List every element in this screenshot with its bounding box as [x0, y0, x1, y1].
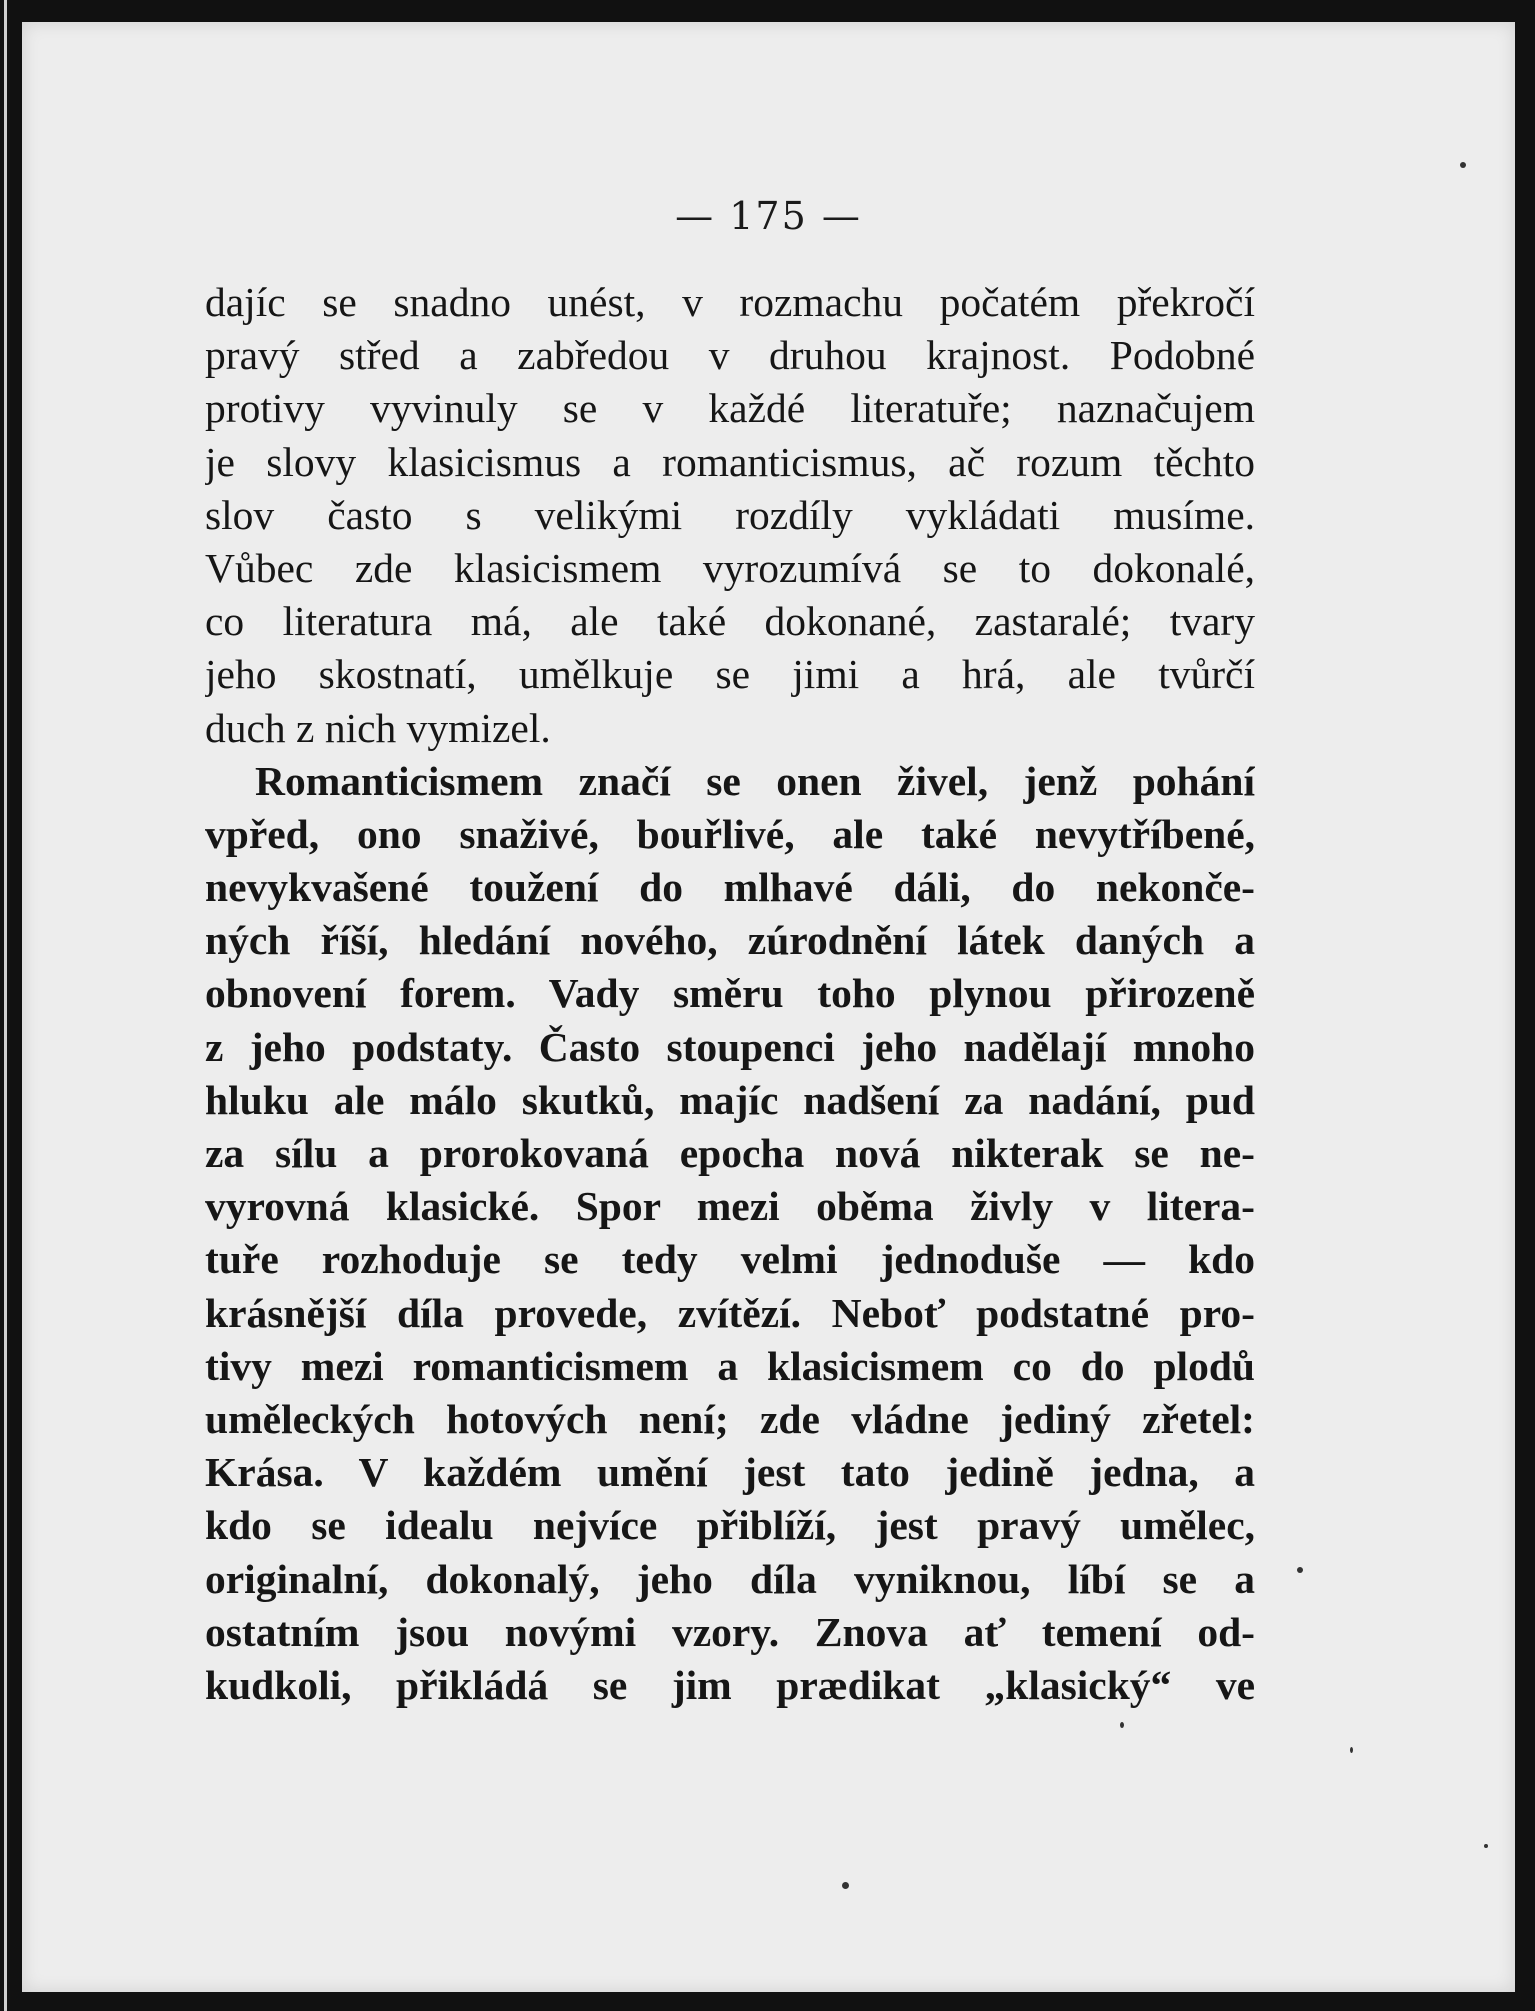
- page-text: [205, 276, 1255, 1712]
- text-line: z jeho podstaty. Často stoupenci jeho nadělají mnoho: [205, 1023, 1255, 1070]
- text-line: duch z nich vymizel.: [205, 704, 551, 751]
- text-line: ostatním jsou novými vzory. Znova ať temení od-: [205, 1608, 1255, 1655]
- text-line: kdo se idealu nejvíce přiblíží, jest pravý umělec,: [205, 1502, 1255, 1549]
- text-line: originalní, dokonalý, jeho díla vyniknou, líbí se a: [205, 1555, 1255, 1602]
- text-line: ných říší, hledání nového, zúrodnění látek daných a: [205, 917, 1255, 964]
- text-line: nevykvašené toužení do mlhavé dáli, do nekonče-: [205, 864, 1255, 911]
- scan-speck: [1120, 1722, 1124, 1728]
- text-line: je slovy klasicismus a romanticismus, ač rozum těchto: [205, 438, 1255, 485]
- page-number: — 175 —: [675, 194, 862, 238]
- text-line: uměleckých hotových není; zde vládne jediný zřetel:: [205, 1395, 1255, 1442]
- text-line: co literatura má, ale také dokonané, zastaralé; tvary: [205, 598, 1255, 645]
- text-line: Vůbec zde klasicismem vyrozumívá se to dokonalé,: [205, 544, 1255, 591]
- scan-speck: [842, 1882, 849, 1889]
- text-line: vpřed, ono snaživé, bouřlivé, ale také nevytříbené,: [205, 810, 1255, 857]
- text-line: kudkoli, přikládá se jim prædikat „klasický“ ve: [205, 1661, 1255, 1708]
- scan-speck: [1484, 1844, 1488, 1848]
- page-edge-line: [4, 0, 7, 2011]
- paragraph-2: [205, 755, 1255, 1712]
- scan-speck: [1297, 1567, 1303, 1573]
- text-line: dajíc se snadno unést, v rozmachu počatém překročí: [205, 279, 1255, 325]
- scan-speck: [1350, 1747, 1353, 1753]
- text-line: vyrovná klasické. Spor mezi oběma živly v litera-: [205, 1183, 1255, 1230]
- text-line: obnovení forem. Vady směru toho plynou přirozeně: [205, 970, 1255, 1017]
- text-line: hluku ale málo skutků, majíc nadšení za nadání, pud: [205, 1076, 1255, 1123]
- paragraph-1: [205, 276, 1255, 755]
- text-line: Krása. V každém umění jest tato jedině jedna, a: [205, 1449, 1255, 1496]
- text-line: slov často s velikými rozdíly vykládati musíme.: [205, 491, 1255, 538]
- book-page: [22, 22, 1515, 1992]
- text-line: za sílu a prorokovaná epocha nová nikterak se ne-: [205, 1130, 1255, 1176]
- text-line: pravý střed a zabředou v druhou krajnost. Podobné: [205, 332, 1255, 379]
- text-line: protivy vyvinuly se v každé literatuře; naznačujem: [205, 385, 1255, 432]
- scan-speck: [1460, 162, 1466, 168]
- text-line: krásnější díla provede, zvítězí. Neboť podstatné pro-: [205, 1289, 1255, 1336]
- text-line: jeho skostnatí, umělkuje se jimi a hrá, ale tvůrčí: [205, 651, 1255, 698]
- text-line: tivy mezi romanticismem a klasicismem co do plodů: [205, 1342, 1255, 1389]
- text-line: Romanticismem značí se onen živel, jenž pohání: [255, 757, 1255, 804]
- text-line: tuře rozhoduje se tedy velmi jednoduše — kdo: [205, 1236, 1255, 1283]
